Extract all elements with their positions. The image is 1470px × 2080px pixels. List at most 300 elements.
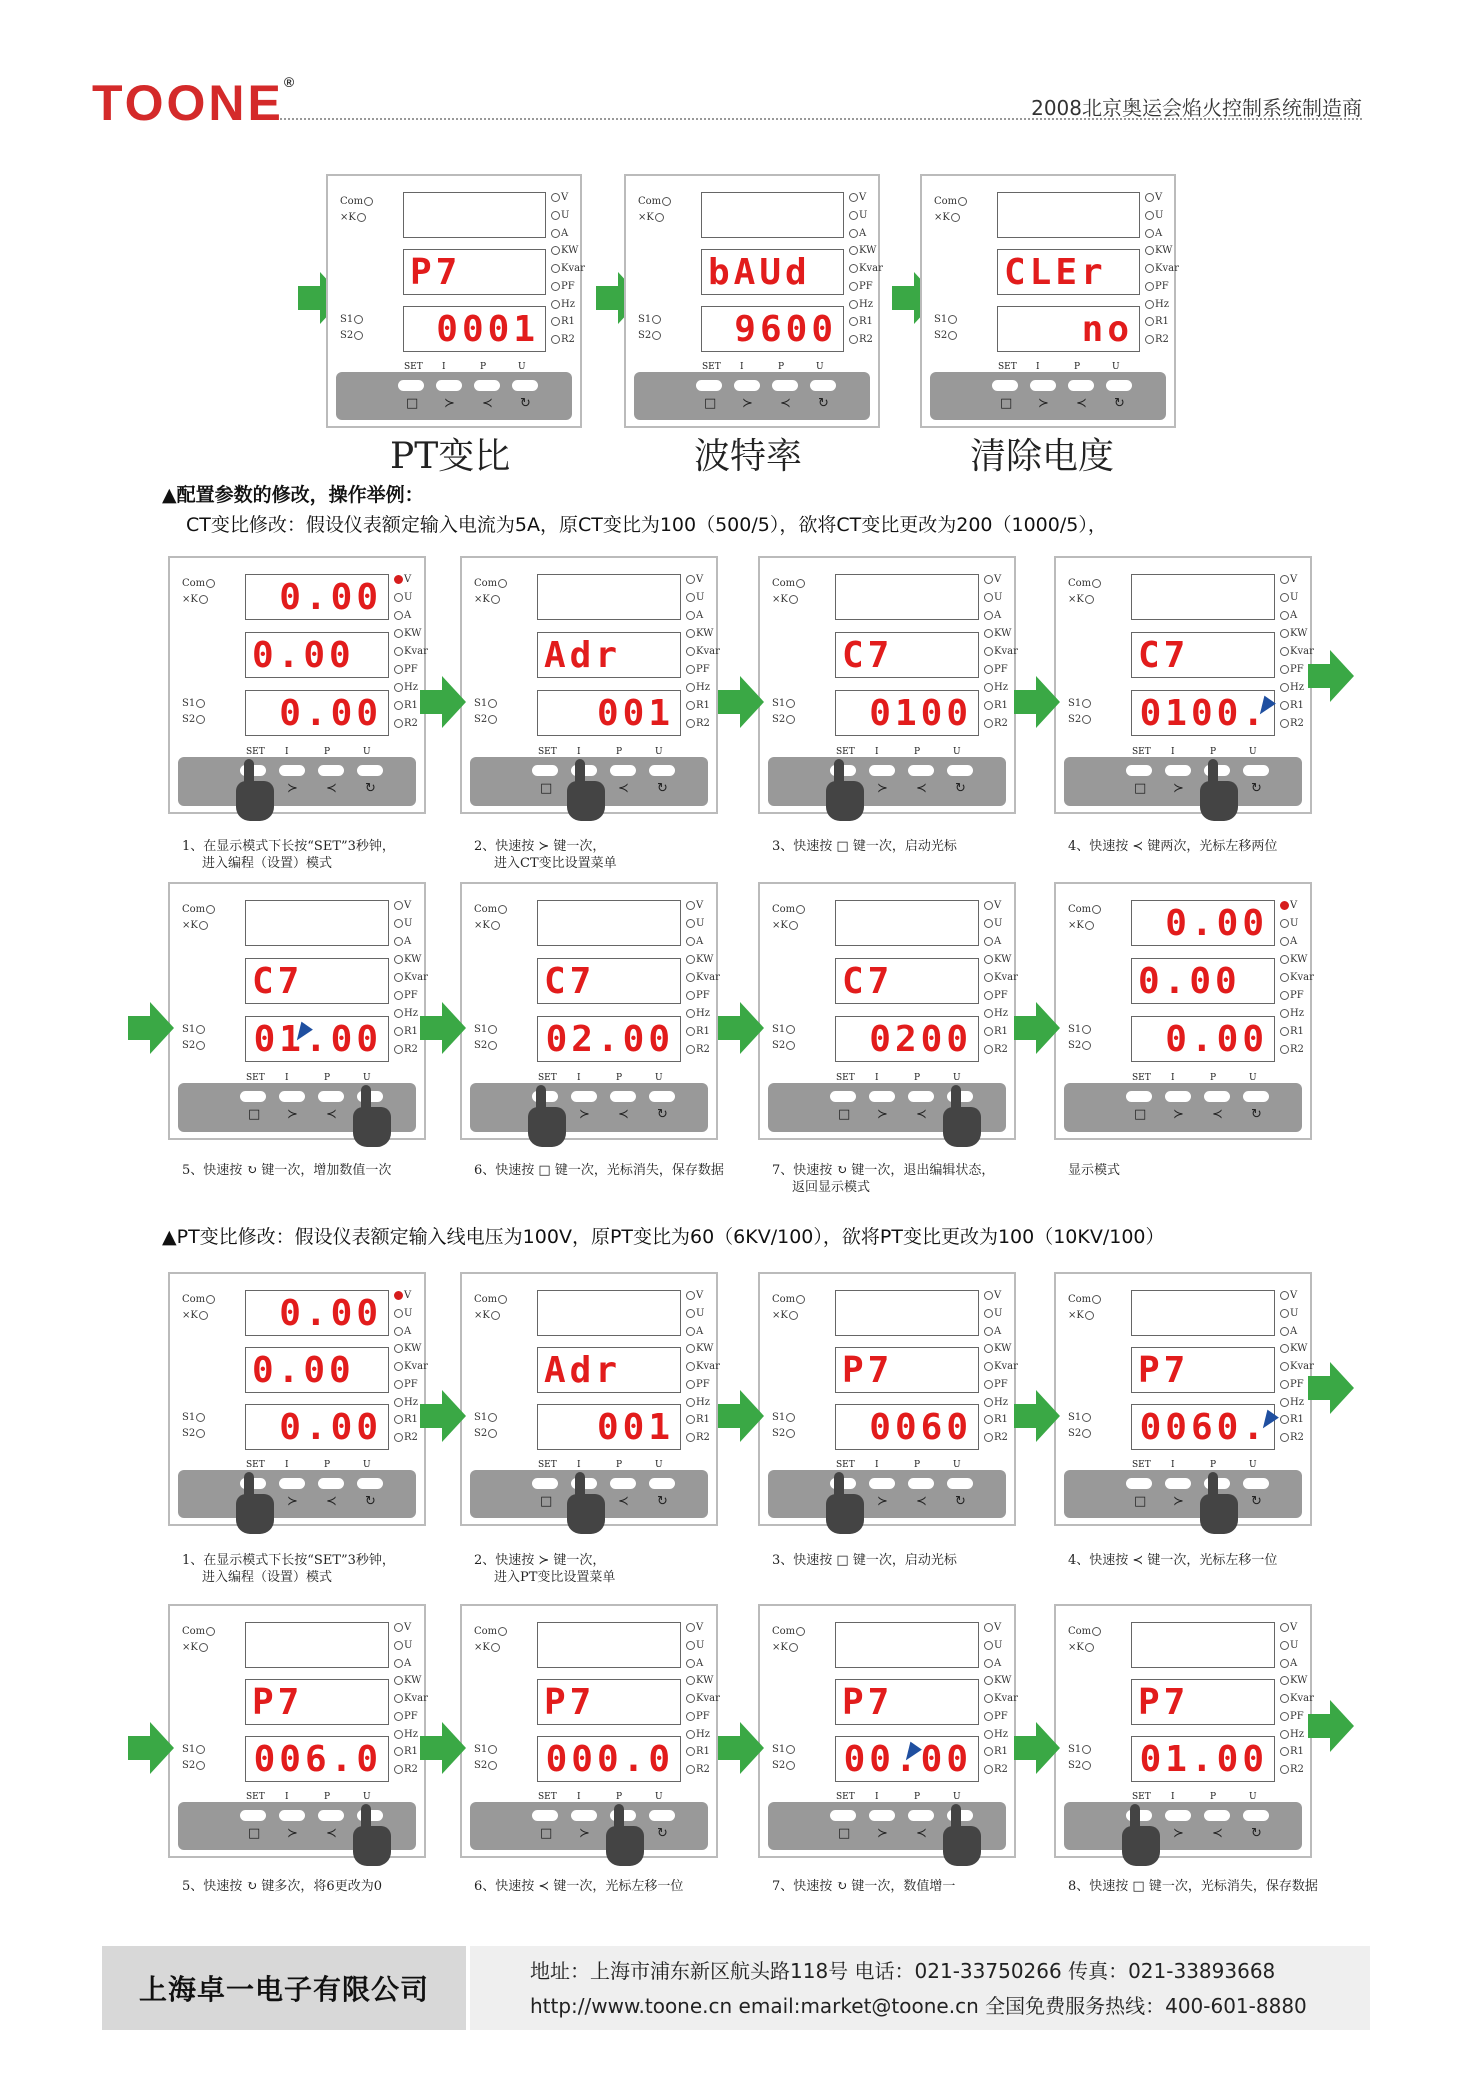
unit-indicator-kvar: Kvar	[983, 1693, 1018, 1704]
button-symbol-1: ≻	[877, 781, 888, 796]
unit-indicator-r2: R2	[1279, 1044, 1304, 1055]
step-caption	[1068, 1162, 1120, 1179]
unit-indicator-v: V	[393, 1290, 411, 1301]
s2-indicator: S2	[182, 1428, 206, 1439]
unit-indicator-r1: R1	[685, 1746, 710, 1757]
button-i[interactable]	[869, 1091, 895, 1102]
unit-indicator-r2: R2	[1279, 1764, 1304, 1775]
unit-indicator-v: V	[983, 1622, 1001, 1633]
led-display-row-3: 000.0	[537, 1736, 681, 1782]
button-label-set: SET	[538, 747, 557, 757]
xk-indicator: ×K	[638, 212, 665, 223]
unit-indicator-v: V	[848, 192, 866, 203]
button-symbol-0: □	[248, 1107, 261, 1122]
button-u[interactable]	[947, 765, 973, 776]
step-caption	[474, 1878, 683, 1895]
unit-indicator-hz: Hz	[685, 1397, 710, 1408]
button-label-set: SET	[246, 1073, 265, 1083]
button-i[interactable]	[279, 1478, 305, 1489]
unit-indicator-pf: PF	[1279, 1711, 1304, 1722]
button-symbol-2: ≺	[618, 781, 629, 796]
step-caption	[1068, 1878, 1318, 1895]
button-set[interactable]	[398, 380, 424, 391]
button-set[interactable]	[1126, 1478, 1152, 1489]
s2-indicator: S2	[182, 1040, 206, 1051]
button-symbol-0: □	[838, 1107, 851, 1122]
s2-indicator: S2	[1068, 1428, 1092, 1439]
button-set[interactable]	[830, 1810, 856, 1821]
button-symbol-1: ≻	[444, 396, 455, 411]
step-caption-line: 1、在显示模式下长按“SET”3秒钟，	[182, 839, 395, 854]
unit-indicator-u: U	[983, 918, 1002, 929]
button-symbol-1: ≻	[579, 1107, 590, 1122]
unit-indicator-kvar: Kvar	[1279, 1693, 1314, 1704]
button-p[interactable]	[318, 1091, 344, 1102]
unit-indicator-r2: R2	[550, 334, 575, 345]
unit-indicator-u: U	[1279, 918, 1298, 929]
button-label-i: I	[875, 1792, 879, 1802]
led-display-row-3: 0060	[835, 1404, 979, 1450]
unit-indicator-kw: KW	[393, 954, 421, 965]
com-indicator: Com	[772, 578, 806, 589]
button-u[interactable]	[810, 380, 836, 391]
unit-indicator-u: U	[685, 1640, 704, 1651]
step-caption-line: 进入编程（设置）模式	[202, 856, 333, 871]
footer-company-name: 上海卓一电子有限公司	[138, 1973, 429, 2006]
unit-indicator-pf: PF	[393, 1711, 418, 1722]
s1-indicator: S1	[182, 1744, 206, 1755]
button-u[interactable]	[649, 1091, 675, 1102]
unit-indicator-hz: Hz	[983, 1729, 1008, 1740]
s1-indicator: S1	[340, 314, 364, 325]
led-display-row-3: 0060.	[1131, 1404, 1275, 1450]
led-display-row-2: P7	[245, 1679, 389, 1725]
unit-indicator-kvar: Kvar	[983, 646, 1018, 657]
xk-indicator: ×K	[772, 594, 799, 605]
unit-indicator-kvar: Kvar	[550, 263, 585, 274]
step-caption	[474, 1162, 724, 1179]
button-i[interactable]	[1030, 380, 1056, 391]
led-display-row-2: Adr	[537, 632, 681, 678]
button-symbol-1: ≻	[877, 1494, 888, 1509]
button-label-set: SET	[1132, 747, 1151, 757]
button-p[interactable]	[318, 1810, 344, 1821]
unit-indicator-hz: Hz	[848, 299, 873, 310]
unit-indicator-v: V	[685, 1290, 703, 1301]
unit-indicator-a: A	[983, 936, 1001, 947]
unit-indicator-r2: R2	[685, 1432, 710, 1443]
unit-indicator-r2: R2	[1279, 1432, 1304, 1443]
button-p[interactable]	[908, 1478, 934, 1489]
button-u[interactable]	[1243, 765, 1269, 776]
button-label-u: U	[363, 1460, 371, 1470]
button-p[interactable]	[318, 765, 344, 776]
button-i[interactable]	[1165, 1478, 1191, 1489]
com-indicator: Com	[182, 904, 216, 915]
button-label-u: U	[1249, 1460, 1257, 1470]
button-label-set: SET	[1132, 1792, 1151, 1802]
button-label-i: I	[1171, 1792, 1175, 1802]
finger-press-icon	[567, 1494, 605, 1534]
unit-indicator-hz: Hz	[550, 299, 575, 310]
unit-indicator-pf: PF	[685, 1711, 710, 1722]
button-label-i: I	[285, 1460, 289, 1470]
unit-indicator-r2: R2	[685, 1044, 710, 1055]
s2-indicator: S2	[638, 330, 662, 341]
led-display-row-2: 0.00	[245, 1347, 389, 1393]
unit-indicator-kw: KW	[685, 628, 713, 639]
unit-indicator-r1: R1	[1144, 316, 1169, 327]
unit-indicator-kw: KW	[1279, 954, 1307, 965]
button-label-p: P	[1210, 1460, 1217, 1470]
button-p[interactable]	[474, 380, 500, 391]
unit-indicator-kvar: Kvar	[685, 1361, 720, 1372]
button-set[interactable]	[532, 1810, 558, 1821]
button-u[interactable]	[649, 1478, 675, 1489]
button-p[interactable]	[610, 1478, 636, 1489]
unit-indicator-kvar: Kvar	[393, 1693, 428, 1704]
unit-indicator-kw: KW	[1279, 1675, 1307, 1686]
xk-indicator: ×K	[474, 1642, 501, 1653]
unit-indicator-r1: R1	[983, 1414, 1008, 1425]
s2-indicator: S2	[772, 1428, 796, 1439]
button-symbol-1: ≻	[1173, 1107, 1184, 1122]
unit-indicator-r2: R2	[393, 1044, 418, 1055]
led-display-row-2: P7	[835, 1679, 979, 1725]
led-display-row-2: P7	[403, 249, 546, 295]
unit-indicator-kw: KW	[393, 1343, 421, 1354]
unit-indicator-r1: R1	[1279, 700, 1304, 711]
finger-press-icon	[567, 781, 605, 821]
xk-indicator: ×K	[474, 920, 501, 931]
button-i[interactable]	[571, 1810, 597, 1821]
step-caption-line: 7、快速按 ↻ 键一次，退出编辑状态，	[772, 1163, 995, 1178]
button-p[interactable]	[772, 380, 798, 391]
s2-indicator: S2	[1068, 1760, 1092, 1771]
button-set[interactable]	[532, 1478, 558, 1489]
led-display-row-1	[1131, 574, 1275, 620]
com-indicator: Com	[474, 904, 508, 915]
button-label-u: U	[816, 362, 824, 372]
button-u[interactable]	[1243, 1478, 1269, 1489]
unit-indicator-r2: R2	[848, 334, 873, 345]
button-set[interactable]	[240, 1810, 266, 1821]
led-display-row-2: C7	[1131, 632, 1275, 678]
button-label-u: U	[363, 1792, 371, 1802]
button-label-i: I	[1171, 1460, 1175, 1470]
led-display-row-3: no	[997, 306, 1140, 352]
led-display-row-3: 0.00	[1131, 1016, 1275, 1062]
unit-indicator-r1: R1	[393, 700, 418, 711]
button-label-set: SET	[246, 747, 265, 757]
unit-indicator-hz: Hz	[393, 1397, 418, 1408]
button-label-i: I	[285, 747, 289, 757]
s2-indicator: S2	[182, 1760, 206, 1771]
unit-indicator-r1: R1	[983, 700, 1008, 711]
button-label-set: SET	[836, 1792, 855, 1802]
unit-indicator-r2: R2	[1279, 718, 1304, 729]
unit-indicator-kw: KW	[685, 954, 713, 965]
next-step-arrow-icon	[442, 1390, 466, 1442]
next-step-arrow-icon	[1330, 650, 1354, 702]
button-p[interactable]	[1204, 1091, 1230, 1102]
com-indicator: Com	[934, 196, 968, 207]
step-caption-line: 进入CT变比设置菜单	[494, 856, 617, 871]
unit-indicator-kw: KW	[685, 1343, 713, 1354]
button-i[interactable]	[1165, 765, 1191, 776]
button-p[interactable]	[908, 765, 934, 776]
unit-indicator-hz: Hz	[983, 682, 1008, 693]
button-label-u: U	[1249, 1073, 1257, 1083]
unit-indicator-v: V	[685, 574, 703, 585]
button-symbol-2: ≺	[482, 396, 493, 411]
button-u[interactable]	[512, 380, 538, 391]
button-symbol-0: □	[540, 1494, 553, 1509]
unit-indicator-a: A	[393, 610, 411, 621]
unit-indicator-r1: R1	[550, 316, 575, 327]
button-symbol-3: ↻	[657, 1107, 668, 1122]
button-label-u: U	[953, 1073, 961, 1083]
com-indicator: Com	[182, 1626, 216, 1637]
unit-indicator-v: V	[393, 574, 411, 585]
unit-indicator-u: U	[983, 1308, 1002, 1319]
xk-indicator: ×K	[182, 594, 209, 605]
led-display-row-3: 02.00	[537, 1016, 681, 1062]
button-label-u: U	[953, 747, 961, 757]
button-set[interactable]	[532, 765, 558, 776]
button-i[interactable]	[1165, 1810, 1191, 1821]
button-i[interactable]	[571, 1091, 597, 1102]
unit-indicator-pf: PF	[685, 1379, 710, 1390]
led-display-row-2: Adr	[537, 1347, 681, 1393]
button-i[interactable]	[279, 1091, 305, 1102]
unit-indicator-a: A	[685, 610, 703, 621]
button-label-p: P	[914, 1792, 921, 1802]
led-display-row-2: P7	[537, 1679, 681, 1725]
unit-indicator-hz: Hz	[685, 1729, 710, 1740]
unit-indicator-v: V	[393, 900, 411, 911]
button-symbol-3: ↻	[657, 1826, 668, 1841]
button-label-set: SET	[836, 747, 855, 757]
button-i[interactable]	[869, 1810, 895, 1821]
xk-indicator: ×K	[340, 212, 367, 223]
unit-indicator-v: V	[1279, 1622, 1297, 1633]
finger-press-icon	[236, 781, 274, 821]
unit-indicator-a: A	[1279, 1658, 1297, 1669]
unit-indicator-hz: Hz	[685, 1008, 710, 1019]
button-p[interactable]	[610, 765, 636, 776]
button-p[interactable]	[908, 1810, 934, 1821]
led-display-row-2: C7	[245, 958, 389, 1004]
step-caption-line: 2、快速按 ≻ 键一次，	[474, 1553, 606, 1568]
s1-indicator: S1	[182, 1024, 206, 1035]
button-i[interactable]	[869, 765, 895, 776]
button-p[interactable]	[1204, 1810, 1230, 1821]
unit-indicator-pf: PF	[1279, 1379, 1304, 1390]
led-display-row-1	[701, 192, 844, 238]
button-label-set: SET	[246, 1792, 265, 1802]
s2-indicator: S2	[474, 714, 498, 725]
com-indicator: Com	[474, 1294, 508, 1305]
step-caption-line: 1、在显示模式下长按“SET”3秒钟，	[182, 1553, 395, 1568]
button-label-set: SET	[1132, 1460, 1151, 1470]
unit-indicator-u: U	[1279, 1640, 1298, 1651]
s1-indicator: S1	[474, 1024, 498, 1035]
led-display-row-1	[245, 900, 389, 946]
unit-indicator-hz: Hz	[983, 1008, 1008, 1019]
button-p[interactable]	[908, 1091, 934, 1102]
button-set[interactable]	[696, 380, 722, 391]
finger-press-icon	[826, 1494, 864, 1534]
next-step-arrow-icon	[740, 1722, 764, 1774]
button-p[interactable]	[1068, 380, 1094, 391]
button-i[interactable]	[869, 1478, 895, 1489]
step-caption-line: 3、快速按 □ 键一次，启动光标	[772, 839, 957, 854]
step-caption	[182, 1162, 391, 1179]
unit-indicator-v: V	[685, 900, 703, 911]
xk-indicator: ×K	[772, 920, 799, 931]
button-symbol-3: ↻	[1251, 1107, 1262, 1122]
button-symbol-3: ↻	[520, 396, 531, 411]
button-u[interactable]	[649, 765, 675, 776]
s1-indicator: S1	[1068, 1412, 1092, 1423]
led-display-row-1	[537, 900, 681, 946]
led-display-row-1	[403, 192, 546, 238]
unit-indicator-kvar: Kvar	[685, 646, 720, 657]
unit-indicator-a: A	[983, 1326, 1001, 1337]
button-i[interactable]	[279, 765, 305, 776]
s2-indicator: S2	[1068, 714, 1092, 725]
button-symbol-2: ≺	[618, 1107, 629, 1122]
step-caption	[772, 1878, 955, 1895]
unit-indicator-kw: KW	[685, 1675, 713, 1686]
finger-press-icon	[1122, 1826, 1160, 1866]
button-u[interactable]	[649, 1810, 675, 1821]
step-caption-line: 7、快速按 ↻ 键一次，数值增一	[772, 1879, 956, 1894]
com-indicator: Com	[1068, 1294, 1102, 1305]
unit-indicator-r2: R2	[1144, 334, 1169, 345]
button-label-i: I	[1171, 1073, 1175, 1083]
button-symbol-2: ≺	[326, 1494, 337, 1509]
button-label-p: P	[480, 362, 487, 372]
unit-indicator-r2: R2	[685, 718, 710, 729]
com-indicator: Com	[474, 578, 508, 589]
unit-indicator-r1: R1	[1279, 1414, 1304, 1425]
s2-indicator: S2	[934, 330, 958, 341]
button-symbol-1: ≻	[877, 1826, 888, 1841]
led-display-row-2: C7	[537, 958, 681, 1004]
led-display-row-1	[1131, 1290, 1275, 1336]
button-label-set: SET	[1132, 1073, 1151, 1083]
button-label-u: U	[363, 1073, 371, 1083]
s1-indicator: S1	[1068, 698, 1092, 709]
unit-indicator-kw: KW	[983, 954, 1011, 965]
s2-indicator: S2	[474, 1040, 498, 1051]
s2-indicator: S2	[474, 1760, 498, 1771]
button-symbol-0: □	[1000, 396, 1013, 411]
button-u[interactable]	[1243, 1810, 1269, 1821]
button-i[interactable]	[436, 380, 462, 391]
button-label-u: U	[953, 1792, 961, 1802]
button-i[interactable]	[734, 380, 760, 391]
button-i[interactable]	[1165, 1091, 1191, 1102]
led-display-row-2: CLEr	[997, 249, 1140, 295]
button-symbol-1: ≻	[877, 1107, 888, 1122]
unit-indicator-a: A	[393, 1326, 411, 1337]
button-symbol-1: ≻	[287, 1494, 298, 1509]
unit-indicator-kvar: Kvar	[848, 263, 883, 274]
button-label-i: I	[875, 1073, 879, 1083]
unit-indicator-hz: Hz	[393, 1729, 418, 1740]
unit-indicator-pf: PF	[393, 1379, 418, 1390]
s2-indicator: S2	[772, 714, 796, 725]
unit-indicator-pf: PF	[685, 990, 710, 1001]
button-symbol-2: ≺	[1212, 1826, 1223, 1841]
button-p[interactable]	[318, 1478, 344, 1489]
led-display-row-3: 0.00	[245, 1404, 389, 1450]
unit-indicator-r2: R2	[983, 1764, 1008, 1775]
unit-indicator-a: A	[983, 1658, 1001, 1669]
unit-indicator-hz: Hz	[1144, 299, 1169, 310]
button-set[interactable]	[992, 380, 1018, 391]
button-label-i: I	[1036, 362, 1040, 372]
button-label-set: SET	[836, 1073, 855, 1083]
button-symbol-2: ≺	[916, 1826, 927, 1841]
button-p[interactable]	[610, 1091, 636, 1102]
s1-indicator: S1	[182, 698, 206, 709]
button-symbol-2: ≺	[780, 396, 791, 411]
button-u[interactable]	[947, 1478, 973, 1489]
button-symbol-3: ↻	[818, 396, 829, 411]
unit-indicator-u: U	[393, 1640, 412, 1651]
step-caption-line: 5、快速按 ↻ 键一次，增加数值一次	[182, 1163, 392, 1178]
button-set[interactable]	[830, 1091, 856, 1102]
button-u[interactable]	[1243, 1091, 1269, 1102]
button-label-p: P	[324, 1460, 331, 1470]
unit-indicator-v: V	[1144, 192, 1162, 203]
led-display-row-1: 0.00	[245, 1290, 389, 1336]
s2-indicator: S2	[474, 1428, 498, 1439]
button-set[interactable]	[1126, 1091, 1152, 1102]
step-caption-line: 2、快速按 ≻ 键一次，	[474, 839, 606, 854]
unit-indicator-hz: Hz	[983, 1397, 1008, 1408]
next-step-arrow-icon	[740, 1390, 764, 1442]
step-caption	[1068, 838, 1277, 855]
s1-indicator: S1	[474, 698, 498, 709]
led-display-row-1	[997, 192, 1140, 238]
button-label-set: SET	[702, 362, 721, 372]
unit-indicator-a: A	[848, 228, 866, 239]
button-u[interactable]	[357, 1478, 383, 1489]
next-step-arrow-icon	[150, 1722, 174, 1774]
button-u[interactable]	[357, 765, 383, 776]
button-set[interactable]	[1126, 765, 1152, 776]
button-set[interactable]	[240, 1091, 266, 1102]
xk-indicator: ×K	[182, 920, 209, 931]
button-symbol-1: ≻	[1173, 781, 1184, 796]
button-u[interactable]	[1106, 380, 1132, 391]
button-symbol-2: ≺	[618, 1494, 629, 1509]
button-i[interactable]	[279, 1810, 305, 1821]
unit-indicator-pf: PF	[983, 1711, 1008, 1722]
unit-indicator-kvar: Kvar	[393, 1361, 428, 1372]
button-label-i: I	[875, 1460, 879, 1470]
unit-indicator-r1: R1	[393, 1026, 418, 1037]
unit-indicator-r1: R1	[393, 1414, 418, 1425]
config-heading: ▲配置参数的修改，操作举例：	[162, 484, 424, 506]
button-symbol-3: ↻	[955, 781, 966, 796]
xk-indicator: ×K	[934, 212, 961, 223]
